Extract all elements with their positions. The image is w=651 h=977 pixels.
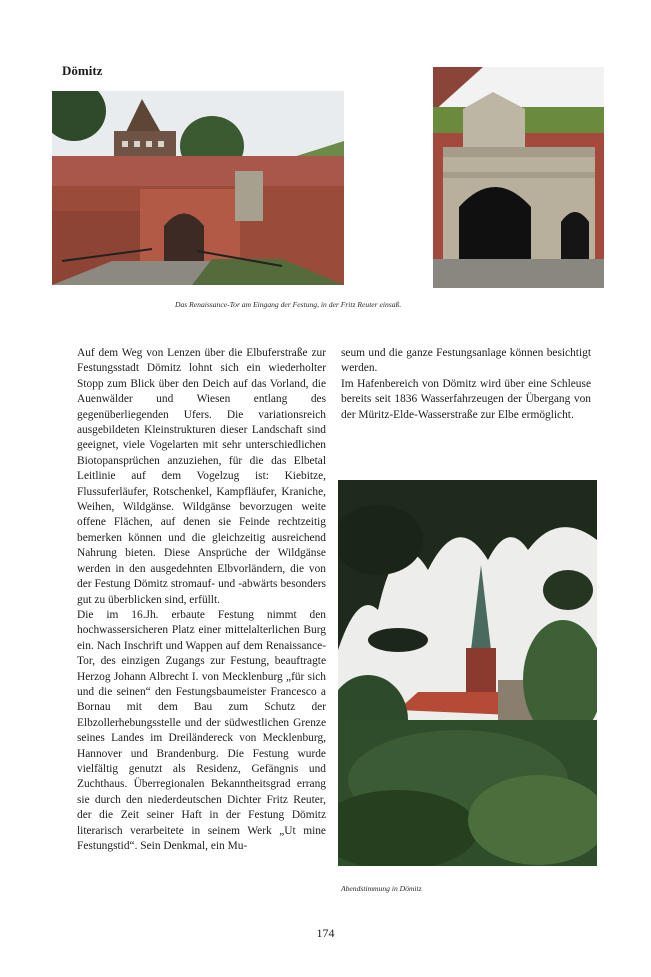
left-text-column (77, 346, 326, 854)
top-photo-caption: Das Renaissance-Tor am Eingang der Festung, in der Fritz Reuter einsaß. (175, 300, 402, 309)
paragraph-bird-migration: Auf dem Weg von Lenzen über die Elbuferstraße zur Festungsstadt Dömitz lohnt sich ein wiederholter Stopp zum Blick über den Deich auf das Vorland, die Auenwälder und Wiesen entlang des gegenüberliegenden Ufers. Die variationsreich ausgebildeten Kleinstrukturen dieser Landschaft sind geeignet, viele Vogelarten mit sehr unterschiedlichen Biotopansprüchen anzuziehen, für die das Elbetal Leitlinie auf dem Vogelzug ist: Kiebitze, Flussuferläufer, Rotschenkel, Kampfläufer, Kraniche, Weihen, Wildgänse. Wildgänse bevorzugen weite offene Flächen, auf denen sie Feinde rechtzeitig bemerken können und die gleichzeitig ausreichend Nahrung bieten. Diese Ansprüche der Wildgänse werden in den ausgedehnten Elbvorländern, die von der Festung Dömitz stromauf- und -abwärts besonders gut zu überblicken sind, erfüllt. (77, 347, 326, 606)
paragraph-fortress-history: Die im 16.Jh. erbaute Festung nimmt den hochwassersicheren Platz einer mittelalterlichen Burg ein. Nach Inschrift und Wappen auf dem Renaissance-Tor, des einzigen Zugangs zur Festung, beauftragte Herzog Johann Albrecht I. von Mecklenburg „für sich und die seinen“ den Festungsbaumeister Francesco a Bornau mit dem Bau zum Schutz der Elbzollerhebungsstelle und der südwestlichen Grenze seines Landes im Dreiländereck von Mecklenburg, Hannover und Brandenburg. Die Festung wurde vielfältig genutzt als Residenz, Gefängnis und Zuchthaus. Überregionalen Bekanntheitsgrad errang sie durch den niederdeutschen Dichter Fritz Reuter, der die Zeit seiner Haft in der Festung Dömitz literarisch verarbeitete in seinem Werk „Ut mine Festungstid“. Sein Denkmal, ein Mu- (77, 608, 326, 852)
page-heading: Dömitz (62, 63, 103, 78)
bottom-photo-caption: Abendstimmung in Dömitz (341, 884, 422, 893)
fortress-wall-photo (52, 91, 344, 285)
page-number: 174 (316, 926, 335, 940)
evening-church-photo (338, 480, 597, 866)
right-text-column (341, 346, 591, 423)
paragraph-museum: seum und die ganze Festungsanlage können besichtigt werden. (341, 347, 591, 375)
paragraph-harbor-lock: Im Hafenbereich von Dömitz wird über eine Schleuse bereits seit 1836 Wasserfahrzeugen der Übergang von der Müritz-Elde-Wasserstraße zur Elbe ermöglicht. (341, 377, 591, 421)
renaissance-gate-photo (433, 67, 604, 288)
